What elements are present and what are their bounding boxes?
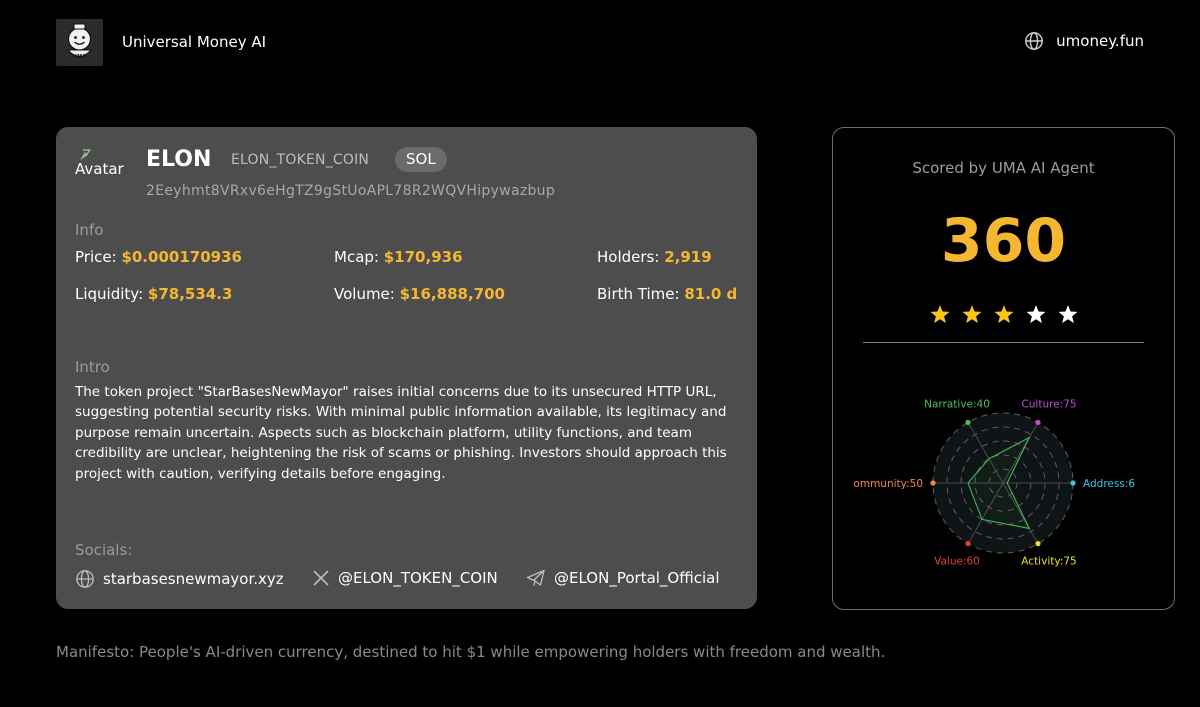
social-twitter-text: @ELON_TOKEN_COIN (338, 569, 498, 587)
radar-axis-label: Narrative:40 (924, 398, 990, 411)
price-label: Price: (75, 248, 117, 266)
x-twitter-icon (312, 569, 330, 587)
radar-chart (833, 383, 1174, 583)
radar-axis-marker (1070, 480, 1075, 485)
score-value: 360 (940, 206, 1067, 276)
globe-icon (1024, 31, 1044, 51)
liquidity-stat (75, 285, 232, 303)
star-rating (833, 304, 1174, 326)
birth-time-label: Birth Time: (597, 285, 680, 303)
star-icon (1057, 304, 1079, 326)
avatar-alt-text: Avatar (75, 160, 124, 178)
telegram-icon (526, 569, 546, 587)
radar-axis-label: Value:60 (934, 555, 980, 568)
holders-value: 2,919 (664, 248, 712, 266)
globe-icon (75, 569, 95, 589)
radar-axis-marker (1035, 420, 1040, 425)
token-card (56, 127, 757, 609)
social-telegram-link[interactable] (526, 569, 720, 587)
site-url: umoney.fun (1056, 32, 1144, 50)
uma-mascot-icon (56, 19, 103, 66)
token-address[interactable]: 2Eeyhmt8VRxv6eHgTZ9gStUoAPL78R2WQVHipywazbup (146, 183, 556, 199)
manifesto-text: Manifesto: People's AI-driven currency, destined to hit $1 while empowering holders with freedom and wealth. (56, 643, 886, 661)
star-icon (1025, 304, 1047, 326)
social-telegram-text: @ELON_Portal_Official (554, 569, 720, 587)
liquidity-value: $78,534.3 (147, 285, 233, 303)
intro-text: The token project "StarBasesNewMayor" raises initial concerns due to its unsecured HTTP URL, suggesting potential security risks. With minimal public information available, its legitimacy and purpose remain uncertain. Aspects such as blockchain platform, utility functions, and team credibility are unclear, heightening the risk of scams or phishing. Investors should approach this project with caution, verifying details before engaging. (75, 384, 727, 482)
app-title: Universal Money AI (122, 33, 267, 51)
radar-axis-marker (1035, 541, 1040, 546)
holders-label: Holders: (597, 248, 660, 266)
token-name: ELON (146, 147, 212, 172)
star-icon (961, 304, 983, 326)
info-label: Info (75, 221, 104, 239)
token-avatar (75, 149, 127, 177)
intro-label: Intro (75, 358, 110, 376)
volume-stat (334, 285, 505, 303)
volume-value: $16,888,700 (399, 285, 505, 303)
social-website-text: starbasesnewmayor.xyz (103, 570, 284, 588)
social-website-link[interactable] (75, 569, 284, 589)
chain-badge: SOL (395, 147, 447, 172)
star-icon (993, 304, 1015, 326)
mcap-label: Mcap: (334, 248, 379, 266)
birth-time-value: 81.0 d (684, 285, 738, 303)
mcap-stat (334, 248, 463, 266)
app-logo[interactable] (56, 19, 103, 66)
volume-label: Volume: (334, 285, 395, 303)
divider (863, 342, 1144, 343)
radar-axis-marker (965, 420, 970, 425)
logo-text: UMA (73, 54, 86, 60)
radar-axis-marker (930, 480, 935, 485)
score-card (832, 127, 1175, 610)
birth-time-stat (597, 285, 737, 303)
radar-axis-label: Culture:75 (1021, 398, 1077, 411)
star-icon (929, 304, 951, 326)
radar-axis-label: Address:6 (1083, 478, 1136, 490)
mcap-value: $170,936 (383, 248, 463, 266)
site-link[interactable] (1024, 31, 1144, 51)
score-caption: Scored by UMA AI Agent (912, 159, 1095, 177)
liquidity-label: Liquidity: (75, 285, 144, 303)
radar-axis-label: Activity:75 (1021, 555, 1077, 568)
socials-label: Socials: (75, 541, 133, 559)
social-twitter-link[interactable] (312, 569, 498, 587)
token-ticker: ELON_TOKEN_COIN (231, 152, 370, 168)
radar-axis-marker (965, 541, 970, 546)
price-stat (75, 248, 242, 266)
holders-stat (597, 248, 712, 266)
radar-axis-label: ommunity:50 (853, 478, 923, 490)
price-value: $0.000170936 (121, 248, 242, 266)
